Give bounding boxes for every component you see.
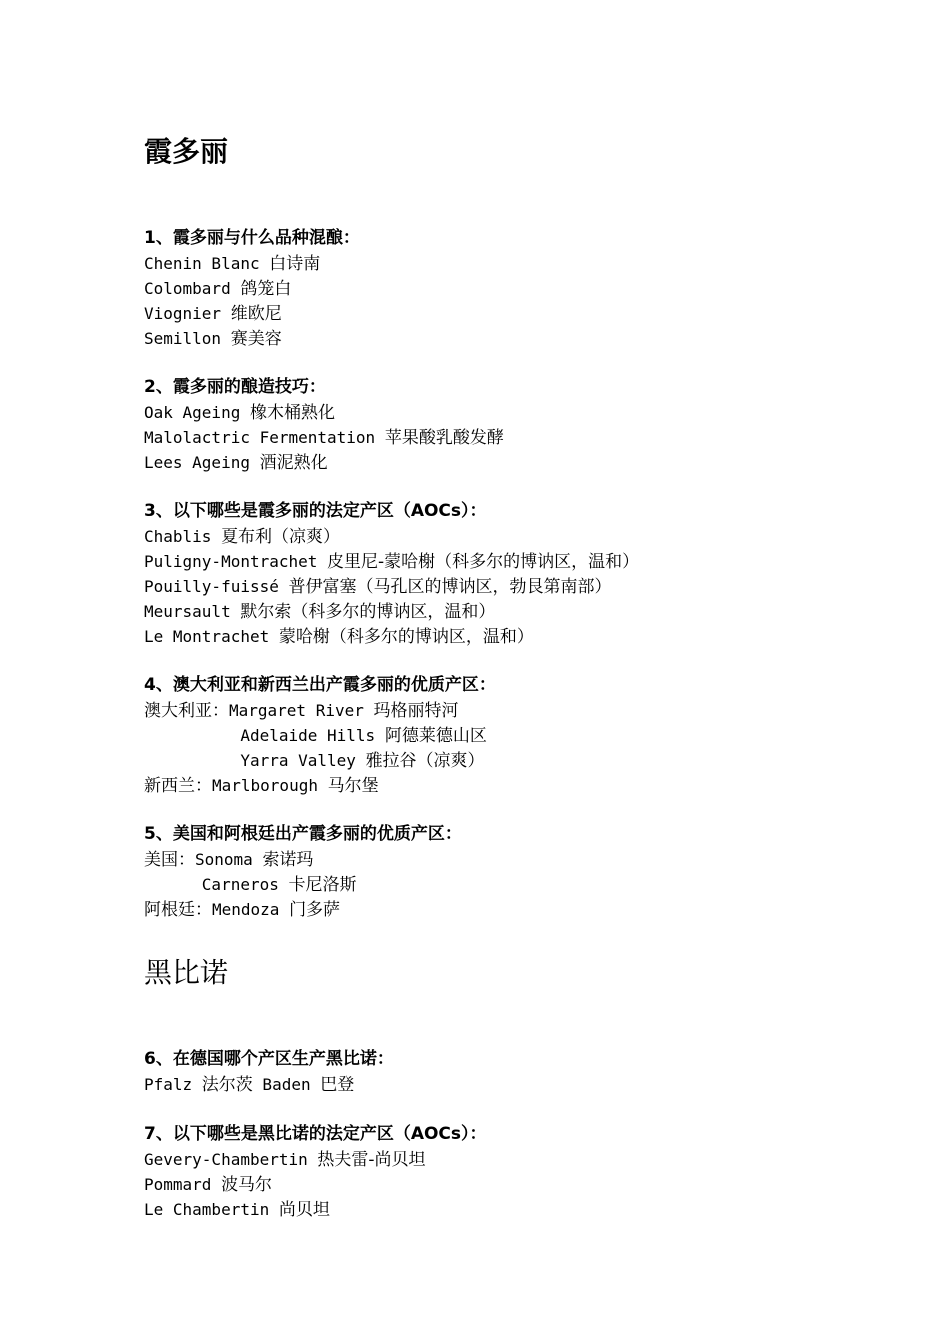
answer-en: Margaret River (229, 701, 374, 720)
answer-line (144, 1197, 487, 1222)
answer-line (144, 276, 360, 301)
answer-en: Carneros (201, 875, 289, 894)
answer-zh: 玛格丽特河 (373, 701, 459, 721)
answer-zh: 蒙哈榭（科多尔的博讷区，温和） (278, 627, 534, 647)
answer-line (144, 450, 504, 475)
answer-zh: 白诗南 (269, 254, 321, 274)
answer-en: Pfalz (144, 1075, 202, 1094)
answer-en: Colombard (144, 279, 241, 298)
answer-zh: 索诺玛 (262, 850, 314, 870)
answer-line (144, 524, 639, 549)
answer-en: Pouilly-fuissé (144, 577, 289, 596)
country-label: 阿根廷： (144, 900, 212, 920)
answer-zh: 热夫雷-尚贝坦 (317, 1150, 426, 1170)
answer-en: Lees Ageing (144, 453, 260, 472)
answer-zh: 巴登 (320, 1075, 355, 1095)
answer-en: Baden (252, 1075, 321, 1094)
heading-chardonnay: 霞多丽 (144, 135, 229, 168)
answer-line (144, 400, 504, 425)
answer-en: Mendoza (212, 900, 290, 919)
answer-en: Chablis (144, 527, 222, 546)
answer-zh: 法尔茨 (201, 1075, 253, 1095)
answer-zh: 雅拉谷（凉爽） (365, 751, 485, 771)
answer-line (144, 574, 639, 599)
question-5-title: 5、美国和阿根廷出产霞多丽的优质产区： (144, 824, 462, 844)
answer-en: Semillon (144, 329, 231, 348)
answer-en: Yarra Valley (240, 751, 366, 770)
question-6 (144, 1047, 394, 1097)
question-3-title: 3、以下哪些是霞多丽的法定产区（AOCs）： (144, 501, 487, 521)
answer-en: Gevery-Chambertin (144, 1150, 318, 1169)
heading-pinot-noir: 黑比诺 (144, 956, 229, 989)
answer-zh: 酒泥熟化 (259, 453, 328, 473)
answer-zh: 默尔索（科多尔的博讷区，温和） (240, 602, 496, 622)
answer-zh: 赛美容 (230, 329, 282, 349)
indent (144, 875, 202, 894)
answer-line (144, 698, 496, 723)
country-label: 新西兰： (144, 776, 212, 796)
question-4 (144, 673, 496, 798)
answer-en: Meursault (144, 602, 241, 621)
answer-en: Oak Ageing (144, 403, 250, 422)
answer-en: Adelaide Hills (240, 726, 385, 745)
indent (144, 751, 240, 770)
question-2 (144, 375, 504, 475)
answer-en: Marlborough (212, 776, 328, 795)
question-1-title: 1、霞多丽与什么品种混酿： (144, 228, 360, 248)
question-2-title: 2、霞多丽的酿造技巧： (144, 377, 326, 397)
answer-zh: 阿德莱德山区 (384, 726, 487, 746)
answer-zh: 尚贝坦 (278, 1200, 330, 1220)
question-1 (144, 226, 360, 351)
question-7-title: 7、以下哪些是黑比诺的法定产区（AOCs）： (144, 1124, 487, 1144)
answer-line (144, 847, 462, 872)
answer-line (144, 748, 496, 773)
question-4-title: 4、澳大利亚和新西兰出产霞多丽的优质产区： (144, 675, 496, 695)
answer-en: Le Chambertin (144, 1200, 279, 1219)
question-6-title: 6、在德国哪个产区生产黑比诺： (144, 1049, 394, 1069)
answer-zh: 门多萨 (289, 900, 341, 920)
answer-line (144, 301, 360, 326)
answer-en: Malolactric Fermentation (144, 428, 385, 447)
answer-line (144, 1172, 487, 1197)
indent (144, 726, 240, 745)
answer-line (144, 624, 639, 649)
answer-line (144, 897, 462, 922)
answer-zh: 普伊富塞（马孔区的博讷区，勃艮第南部） (288, 577, 612, 597)
answer-en: Le Montrachet (144, 627, 279, 646)
answer-en: Pommard (144, 1175, 222, 1194)
country-label: 澳大利亚： (144, 701, 229, 721)
answer-line (144, 872, 462, 897)
answer-zh: 维欧尼 (230, 304, 282, 324)
answer-line (144, 773, 496, 798)
answer-zh: 苹果酸乳酸发酵 (384, 428, 504, 448)
country-label: 美国： (144, 850, 195, 870)
answer-zh: 波马尔 (221, 1175, 273, 1195)
answer-zh: 橡木桶熟化 (249, 403, 335, 423)
answer-en: Puligny-Montrachet (144, 552, 328, 571)
answer-line (144, 549, 639, 574)
answer-line (144, 425, 504, 450)
answer-zh: 夏布利（凉爽） (221, 527, 341, 547)
answer-line (144, 1072, 394, 1097)
question-7 (144, 1122, 487, 1222)
answer-en: Viognier (144, 304, 231, 323)
answer-zh: 鸽笼白 (240, 279, 292, 299)
answer-line (144, 723, 496, 748)
answer-line (144, 326, 360, 351)
answer-en: Chenin Blanc (144, 254, 270, 273)
question-5 (144, 822, 462, 922)
question-3 (144, 499, 639, 649)
answer-line (144, 251, 360, 276)
answer-line (144, 599, 639, 624)
answer-zh: 马尔堡 (327, 776, 379, 796)
answer-zh: 卡尼洛斯 (288, 875, 357, 895)
answer-en: Sonoma (195, 850, 263, 869)
answer-zh: 皮里尼-蒙哈榭（科多尔的博讷区，温和） (327, 552, 640, 572)
answer-line (144, 1147, 487, 1172)
